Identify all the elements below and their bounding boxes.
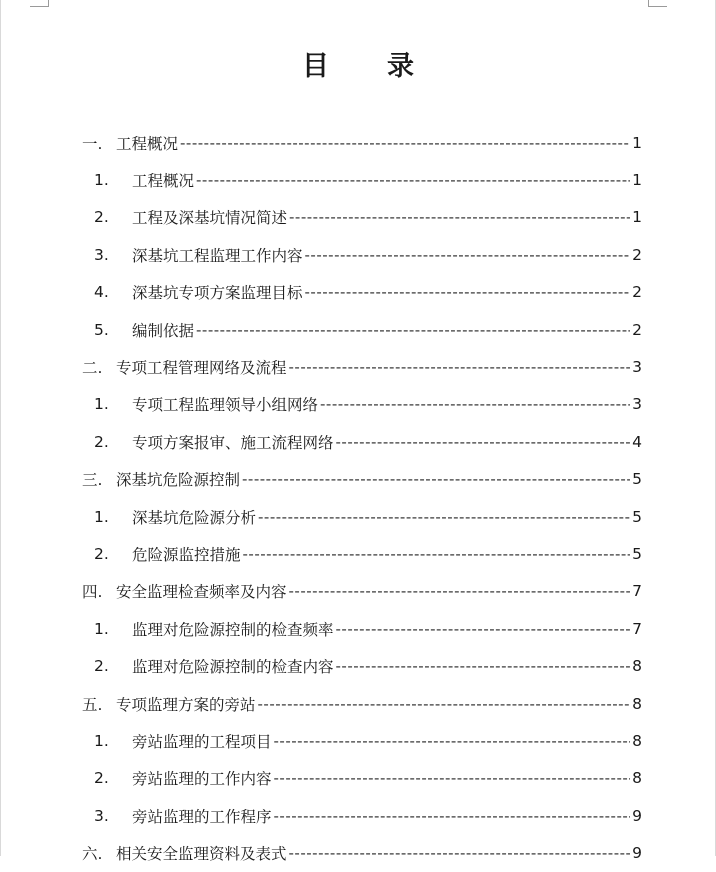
toc-entry-number: 4. [94,283,109,302]
toc-entry-number: 2. [94,544,109,563]
toc-entry-title: 旁站监理的工程项目 [132,732,272,751]
toc-page-number: 1 [632,171,642,190]
toc-entry-title: 深基坑危险源分析 [132,508,257,527]
toc-entry-title: 旁站监理的工作内容 [132,770,272,789]
toc-dot-leader [274,732,631,750]
toc-subsection-entry[interactable] [82,423,642,460]
toc-subsection-entry[interactable] [82,311,642,348]
page-title [0,44,716,83]
toc-section-entry[interactable] [82,461,642,498]
toc-entry-number: 三. [82,471,103,490]
toc-entry-title: 工程及深基坑情况简述 [132,209,288,228]
title-char-2: 录 [387,51,414,82]
toc-page-number: 7 [632,619,642,638]
toc-subsection-entry[interactable] [82,274,642,311]
toc-dot-leader [243,545,631,563]
toc-dot-leader [258,695,631,713]
toc-page-number: 4 [632,432,642,451]
crop-mark-right [648,0,667,7]
toc-dot-leader [289,844,631,862]
toc-subsection-entry[interactable] [82,236,642,273]
toc-entry-number: 1. [94,171,109,190]
toc-entry-number: 2. [94,769,109,788]
toc-section-entry[interactable] [82,834,642,871]
toc-page-number: 5 [632,507,642,526]
toc-dot-leader [196,171,630,189]
toc-dot-leader [274,807,631,825]
toc-subsection-entry[interactable] [82,498,642,535]
toc-page-number: 8 [632,657,642,676]
toc-entry-title: 旁站监理的工作程序 [132,807,272,826]
toc-dot-leader [336,620,631,638]
toc-entry-title: 专项方案报审、施工流程网络 [132,433,334,452]
toc-entry-number: 二. [82,359,103,378]
toc-dot-leader [305,283,631,301]
toc-entry-title: 专项监理方案的旁站 [116,695,256,714]
crop-mark-left [30,0,49,7]
page-left-edge [0,0,1,856]
toc-entry-title: 深基坑工程监理工作内容 [132,246,303,265]
toc-section-entry[interactable] [82,573,642,610]
toc-page-number: 8 [632,731,642,750]
toc-section-entry[interactable] [82,685,642,722]
toc-page-number: 3 [632,395,642,414]
toc-dot-leader [258,508,630,526]
toc-page-number: 1 [632,208,642,227]
toc-dot-leader [289,208,630,226]
title-char-1: 目 [302,51,329,82]
toc-entry-title: 深基坑危险源控制 [116,471,241,490]
toc-dot-leader [289,358,631,376]
toc-dot-leader [336,433,631,451]
toc-dot-leader [336,657,631,675]
toc-page-number: 9 [632,806,642,825]
toc-entry-title: 工程概况 [116,134,179,153]
toc-subsection-entry[interactable] [82,610,642,647]
toc-page-number: 3 [632,358,642,377]
toc-dot-leader [196,321,630,339]
toc-entry-number: 2. [94,432,109,451]
toc-entry-number: 1. [94,731,109,750]
toc-page-number: 2 [632,283,642,302]
toc-entry-number: 2. [94,657,109,676]
toc-dot-leader [274,769,631,787]
toc-section-entry[interactable] [82,124,642,161]
toc-entry-number: 五. [82,695,103,714]
toc-page-number: 7 [632,582,642,601]
toc-section-entry[interactable] [82,348,642,385]
toc-page-number: 8 [632,769,642,788]
toc-page-number: 5 [632,470,642,489]
table-of-contents [82,124,642,872]
toc-subsection-entry[interactable] [82,760,642,797]
toc-entry-number: 3. [94,245,109,264]
toc-entry-title: 相关安全监理资料及表式 [116,845,287,864]
toc-page-number: 2 [632,320,642,339]
toc-subsection-entry[interactable] [82,386,642,423]
toc-entry-number: 六. [82,845,103,864]
toc-subsection-entry[interactable] [82,722,642,759]
toc-dot-leader [242,470,630,488]
toc-page-number: 9 [632,844,642,863]
toc-entry-title: 危险源监控措施 [132,545,241,564]
toc-page-number: 2 [632,245,642,264]
toc-entry-title: 深基坑专项方案监理目标 [132,284,303,303]
toc-entry-title: 监理对危险源控制的检查频率 [132,620,334,639]
toc-entry-title: 工程概况 [132,172,195,191]
toc-entry-number: 3. [94,806,109,825]
toc-dot-leader [305,246,631,264]
toc-dot-leader [320,395,630,413]
toc-entry-number: 1. [94,507,109,526]
toc-subsection-entry[interactable] [82,797,642,834]
toc-subsection-entry[interactable] [82,199,642,236]
toc-subsection-entry[interactable] [82,161,642,198]
toc-entry-title: 安全监理检查频率及内容 [116,583,287,602]
toc-subsection-entry[interactable] [82,535,642,572]
toc-dot-leader [180,134,630,152]
toc-dot-leader [289,582,631,600]
toc-entry-number: 5. [94,320,109,339]
toc-entry-title: 专项工程管理网络及流程 [116,359,287,378]
toc-subsection-entry[interactable] [82,647,642,684]
toc-page-number: 8 [632,694,642,713]
toc-entry-title: 编制依据 [132,321,195,340]
toc-entry-number: 四. [82,583,103,602]
toc-entry-number: 2. [94,208,109,227]
toc-entry-number: 1. [94,395,109,414]
toc-page-number: 5 [632,544,642,563]
toc-page-number: 1 [632,133,642,152]
toc-entry-title: 专项工程监理领导小组网络 [132,396,319,415]
toc-entry-number: 1. [94,619,109,638]
toc-entry-title: 监理对危险源控制的检查内容 [132,658,334,677]
toc-entry-number: 一. [82,134,103,153]
